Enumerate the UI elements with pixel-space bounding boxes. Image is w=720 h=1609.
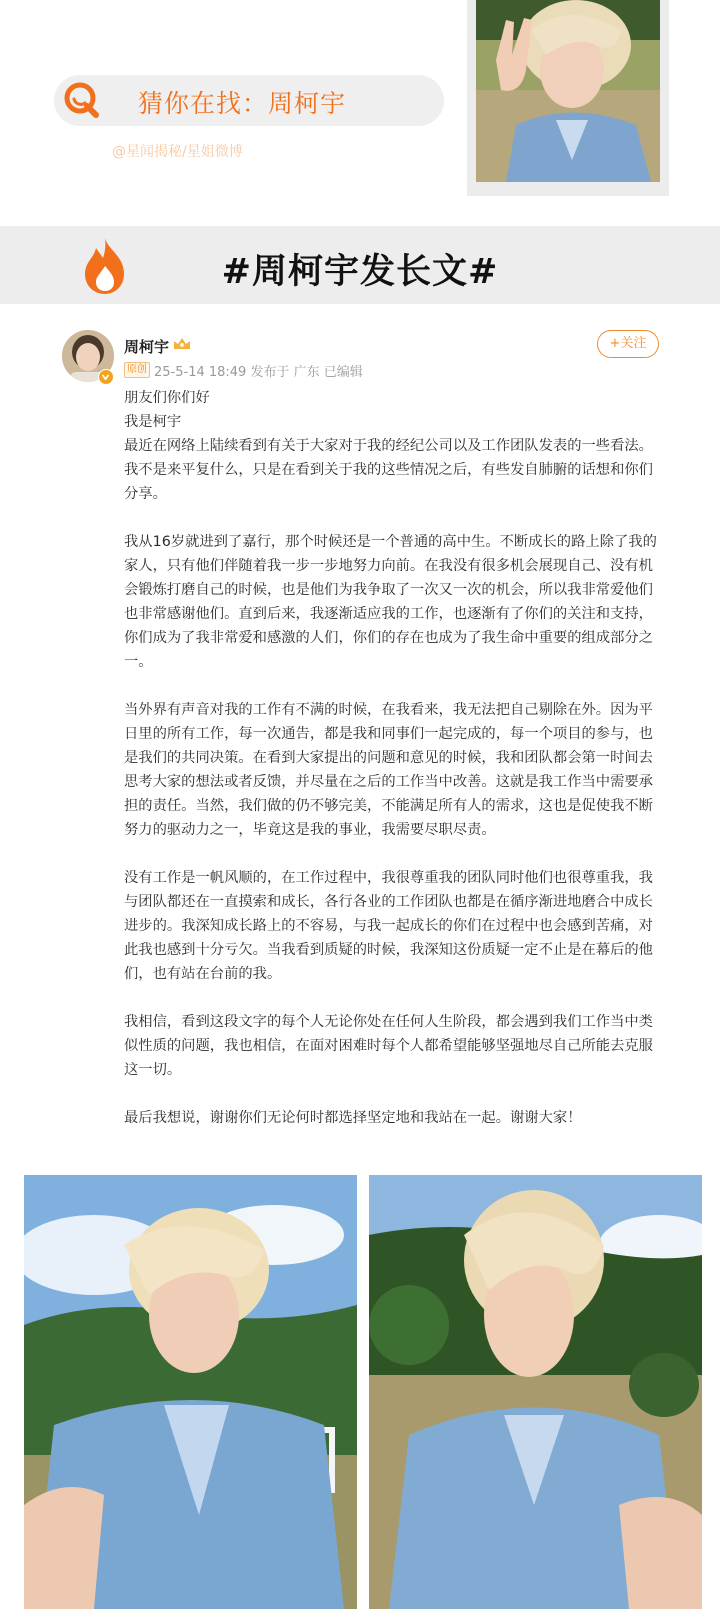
top-photo[interactable] <box>476 0 660 182</box>
username[interactable]: 周柯宇 <box>124 338 170 356</box>
post-photo-2[interactable] <box>369 1175 702 1609</box>
original-tag: 原创 <box>124 362 150 378</box>
search-icon <box>62 80 102 120</box>
crown-icon <box>172 336 192 352</box>
intro-line: 我是柯宇 <box>124 414 182 430</box>
watermark: @星闻揭秘/星姐微博 <box>112 144 243 160</box>
topic-title[interactable]: #周柯宇发长文# <box>221 252 499 292</box>
follow-button[interactable]: +关注 <box>597 330 659 358</box>
verified-badge-icon <box>98 369 114 385</box>
paragraph: 我从16岁就进到了嘉行，那个时候还是一个普通的高中生。不断成长的路上除了我的家人，只有他们伴随着我一步一步地努力向前。在我没有很多机会展现自己、没有机会锻炼打磨自己的时候，也是他们为我争取了一次又一次的机会，所以我非常爱他们也非常感谢他们。直到后来，我逐渐适应我的工作，也逐渐有了你们的关注和支持，你们成为了我非常爱和感激的人们，你们的存在也成为了我生命中重要的组成部分之一。 <box>124 534 657 670</box>
paragraph: 最近在网络上陆续看到有关于大家对于我的经纪公司以及工作团队发表的一些看法。我不是来平复什么，只是在看到关于我的这些情况之后，有些发自肺腑的话想和你们分享。 <box>124 438 653 502</box>
post-photo-1[interactable] <box>24 1175 357 1609</box>
closing-line: 最后我想说，谢谢你们无论何时都选择坚定地和我站在一起。谢谢大家！ <box>124 1110 582 1126</box>
paragraph: 我相信，看到这段文字的每个人无论你处在任何人生阶段，都会遇到我们工作当中类似性质的问题，我也相信，在面对困难时每个人都希望能够坚强地尽自己所能去克服这一切。 <box>124 1014 653 1078</box>
post-body <box>124 386 660 1130</box>
greeting-line: 朋友们你们好 <box>124 390 210 406</box>
paragraph: 当外界有声音对我的工作有不满的时候，在我看来，我无法把自己剔除在外。因为平日里的所有工作，每一次通告，都是我和同事们一起完成的，每一个项目的参与，也是我们的共同决策。在看到大家提出的问题和意见的时候，我和团队都会第一时间去思考大家的想法或者反馈，并尽量在之后的工作当中改善。这就是我工作当中需要承担的责任。当然，我们做的仍不够完美，不能满足所有人的需求，这也是促使我不断努力的驱动力之一，毕竟这是我的事业，我需要尽职尽责。 <box>124 702 653 838</box>
search-suggestion-text[interactable]: 猜你在找：周柯宇 <box>138 89 347 118</box>
paragraph: 没有工作是一帆风顺的，在工作过程中，我很尊重我的团队同时他们也很尊重我，我与团队都还在一直摸索和成长，各行各业的工作团队也都是在循序渐进地磨合中成长进步的。我深知成长路上的不容易，与我一起成长的你们在过程中也会感到苦痛，对此我也感到十分亏欠。当我看到质疑的时候，我深知这份质疑一定不止是在幕后的他们，也有站在台前的我。 <box>124 870 653 982</box>
post-meta: 25-5-14 18:49 发布于 广东 已编辑 <box>154 365 363 380</box>
